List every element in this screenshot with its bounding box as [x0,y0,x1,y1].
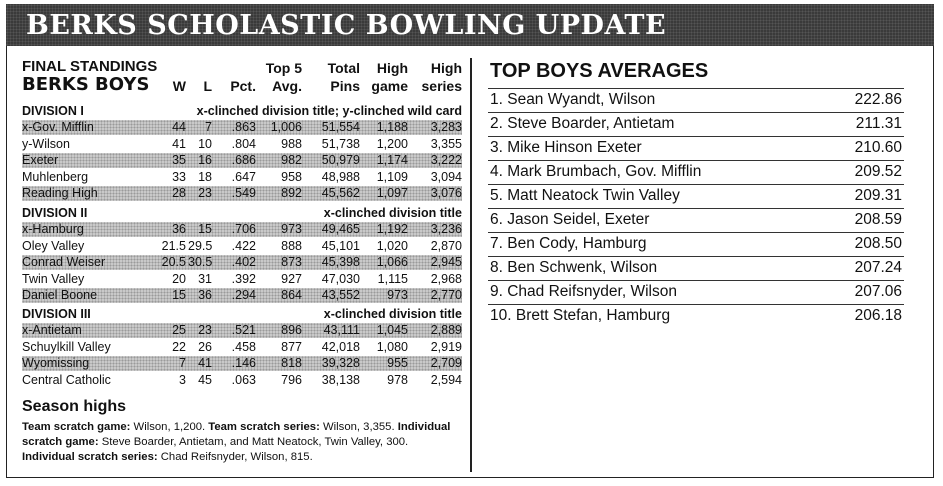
cell-pct: .686 [231,153,256,167]
cell-pins: 50,979 [321,153,360,167]
standings-row [22,373,462,388]
team-name: Daniel Boone [22,288,98,302]
cell-series: 2,919 [430,339,462,354]
cell-w: 44 [172,120,186,134]
cell-w: 25 [172,323,186,337]
division-3-heading: DIVISION III [22,307,91,321]
bowler-average: 206.18 [854,307,902,324]
col-header-avg: Avg. [272,78,302,94]
cell-series: 3,355 [430,136,462,151]
cell-l: 36 [198,288,212,302]
average-row [488,160,904,184]
cell-l: 16 [198,153,212,167]
cell-pct: .804 [231,136,256,151]
cell-w: 15 [172,288,186,302]
standings-row [22,170,462,185]
cell-w: 21.5 [161,238,186,253]
division-1-note: x-clinched division title; y-clinched wild card [196,104,462,118]
cell-top5: 973 [281,222,302,236]
team-name: x-Antietam [22,323,82,337]
cell-game: 1,020 [376,238,408,253]
cell-game: 1,192 [376,222,408,236]
bowler-name: 7. Ben Cody, Hamburg [490,235,647,252]
cell-l: 29.5 [188,238,213,253]
cell-pct: .458 [231,339,256,354]
cell-game: 1,200 [376,136,408,151]
col-header-pct: Pct. [230,78,256,94]
bowler-name: 10. Brett Stefan, Hamburg [490,307,671,324]
cell-top5: 896 [281,323,302,337]
cell-game: 1,174 [376,153,408,167]
standings-row [22,222,462,237]
standings-row [22,356,462,371]
cell-pins: 45,101 [321,238,360,253]
standings-row [22,272,462,287]
cell-pct: .294 [231,288,256,302]
cell-pins: 42,018 [321,339,360,354]
cell-pins: 39,328 [321,356,360,370]
col-header-high-2: High [430,60,462,76]
team-name: Conrad Weiser [22,255,106,269]
standings-row [22,239,462,254]
bowler-average: 209.31 [854,187,902,204]
cell-top5: 982 [281,153,302,167]
season-highs-text [22,420,462,465]
cell-top5: 818 [281,356,302,370]
cell-pct: .146 [231,356,256,370]
col-header-top5: Top 5 [265,60,302,76]
col-header-total: Total [327,60,360,76]
cell-pct: .392 [231,271,256,286]
bowler-average: 208.50 [854,235,902,252]
team-name: Schuylkill Valley [22,339,111,354]
bowler-average: 222.86 [854,91,902,108]
cell-w: 36 [172,222,186,236]
cell-w: 28 [172,186,186,200]
cell-pins: 51,554 [321,120,360,134]
cell-pct: .706 [231,222,256,236]
cell-series: 2,870 [430,238,462,253]
cell-series: 2,889 [430,323,462,337]
cell-l: 23 [198,186,212,200]
bowler-name: 6. Jason Seidel, Exeter [490,211,650,228]
team-name: Twin Valley [22,271,85,286]
bowler-average: 211.31 [855,115,902,132]
season-high-value: Wilson, 3,355. [319,421,398,433]
average-row [488,232,904,256]
cell-top5: 892 [281,186,302,200]
cell-pins: 45,398 [321,255,360,269]
cell-top5: 958 [281,169,302,184]
standings-row [22,323,462,338]
standings-row [22,340,462,355]
division-3-note: x-clinched division title [323,307,462,321]
cell-pins: 47,030 [321,271,360,286]
season-high-value: Wilson, 1,200. [130,421,209,433]
cell-w: 41 [172,136,186,151]
cell-w: 3 [179,372,186,387]
cell-l: 15 [198,222,212,236]
cell-top5: 888 [281,238,302,253]
cell-pct: .647 [231,169,256,184]
bowler-name: 9. Chad Reifsnyder, Wilson [490,283,677,300]
cell-series: 3,222 [430,153,462,167]
cell-game: 1,066 [376,255,408,269]
cell-game: 1,115 [377,271,408,286]
team-name: Reading High [22,186,98,200]
standings-title: FINAL STANDINGS [22,58,158,75]
bowler-name: 4. Mark Brumbach, Gov. Mifflin [490,163,702,180]
cell-w: 20.5 [161,255,186,269]
cell-series: 2,770 [430,288,462,302]
cell-pins: 49,465 [321,222,360,236]
cell-top5: 877 [281,339,302,354]
cell-pct: .402 [231,255,256,269]
cell-pct: .863 [231,120,256,134]
cell-w: 7 [179,356,186,370]
bowler-average: 209.52 [854,163,902,180]
standings-row [22,288,462,303]
banner-title: BERKS SCHOLASTIC BOWLING UPDATE [26,10,667,41]
col-header-high: High [376,60,408,76]
cell-pins: 48,988 [321,169,360,184]
standings-row [22,120,462,135]
cell-top5: 1,006 [270,120,302,134]
division-2-note: x-clinched division title [323,206,462,220]
cell-pins: 38,138 [321,372,360,387]
cell-pct: .549 [231,186,256,200]
bowler-name: 5. Matt Neatock Twin Valley [490,187,680,204]
cell-top5: 796 [281,372,302,387]
bowler-name: 2. Steve Boarder, Antietam [490,115,675,132]
cell-l: 26 [198,339,212,354]
standings-row [22,137,462,152]
team-name: x-Hamburg [22,222,84,236]
average-row [488,304,904,328]
season-high-label: Individual scratch game: [22,421,451,448]
cell-series: 2,594 [430,372,462,387]
cell-l: 18 [198,169,212,184]
bowler-name: 1. Sean Wyandt, Wilson [490,91,656,108]
averages-title: TOP BOYS AVERAGES [490,60,709,82]
bowler-name: 3. Mike Hinson Exeter [490,139,642,156]
average-row [488,208,904,232]
cell-game: 1,045 [376,323,408,337]
team-name: x-Gov. Mifflin [22,120,94,134]
bowler-average: 208.59 [854,211,902,228]
cell-pct: .521 [231,323,256,337]
column-divider [470,58,472,472]
standings-row [22,186,462,201]
cell-pct: .063 [231,372,256,387]
cell-w: 22 [172,339,186,354]
cell-game: 1,080 [376,339,408,354]
cell-game: 1,097 [376,186,408,200]
standings-row [22,255,462,270]
bowler-average: 210.60 [854,139,902,156]
col-header-game: game [371,78,408,94]
col-header-pins: Pins [330,78,360,94]
cell-l: 30.5 [188,255,213,269]
cell-top5: 927 [281,271,302,286]
cell-w: 35 [172,153,186,167]
season-highs-title: Season highs [22,398,127,415]
col-header-series: series [421,78,462,94]
cell-w: 20 [172,271,186,286]
season-high-label: Team scratch game: [22,421,131,433]
cell-game: 978 [387,372,408,387]
cell-game: 955 [387,356,408,370]
cell-series: 3,094 [430,169,462,184]
bowler-average: 207.24 [854,259,902,276]
team-name: Muhlenberg [22,169,89,184]
col-header-l: L [203,78,212,94]
cell-top5: 873 [281,255,302,269]
cell-game: 1,188 [376,120,408,134]
cell-top5: 988 [281,136,302,151]
cell-pins: 43,552 [321,288,360,302]
cell-l: 31 [198,271,212,286]
team-name: Oley Valley [22,238,85,253]
cell-pct: .422 [231,238,256,253]
team-name: y-Wilson [22,136,70,151]
season-high-label: Individual scratch series: [22,451,158,463]
average-row [488,184,904,208]
division-1-heading: DIVISION I [22,104,84,118]
cell-l: 23 [198,323,212,337]
cell-w: 33 [172,169,186,184]
cell-l: 7 [205,120,212,134]
col-header-w: W [172,78,186,94]
banner [6,4,934,46]
standings-row [22,153,462,168]
cell-game: 1,109 [376,169,408,184]
division-2-heading: DIVISION II [22,206,88,220]
average-row [488,136,904,160]
cell-series: 3,236 [430,222,462,236]
average-row [488,256,904,280]
team-name: Exeter [22,153,59,167]
cell-l: 10 [198,136,212,151]
season-high-value: Steve Boarder, Antietam, and Matt Neatock, Twin Valley, 300. [98,436,409,448]
bowler-average: 207.06 [854,283,902,300]
cell-series: 3,283 [430,120,462,134]
cell-pins: 51,738 [321,136,360,151]
cell-l: 41 [198,356,212,370]
cell-pins: 45,562 [321,186,360,200]
average-row [488,280,904,304]
bowler-name: 8. Ben Schwenk, Wilson [490,259,658,276]
cell-series: 2,945 [430,255,462,269]
cell-series: 3,076 [430,186,462,200]
average-row [488,88,904,112]
cell-series: 2,709 [430,356,462,370]
standings-subtitle: BERKS BOYS [22,74,150,95]
cell-game: 973 [387,288,408,302]
cell-top5: 864 [281,288,302,302]
cell-l: 45 [198,372,212,387]
season-high-value: Chad Reifsnyder, Wilson, 815. [157,451,313,463]
average-row [488,112,904,136]
team-name: Wyomissing [22,356,90,370]
season-high-label: Team scratch series: [208,421,320,433]
cell-series: 2,968 [430,271,462,286]
team-name: Central Catholic [22,372,111,387]
cell-pins: 43,111 [323,323,360,337]
